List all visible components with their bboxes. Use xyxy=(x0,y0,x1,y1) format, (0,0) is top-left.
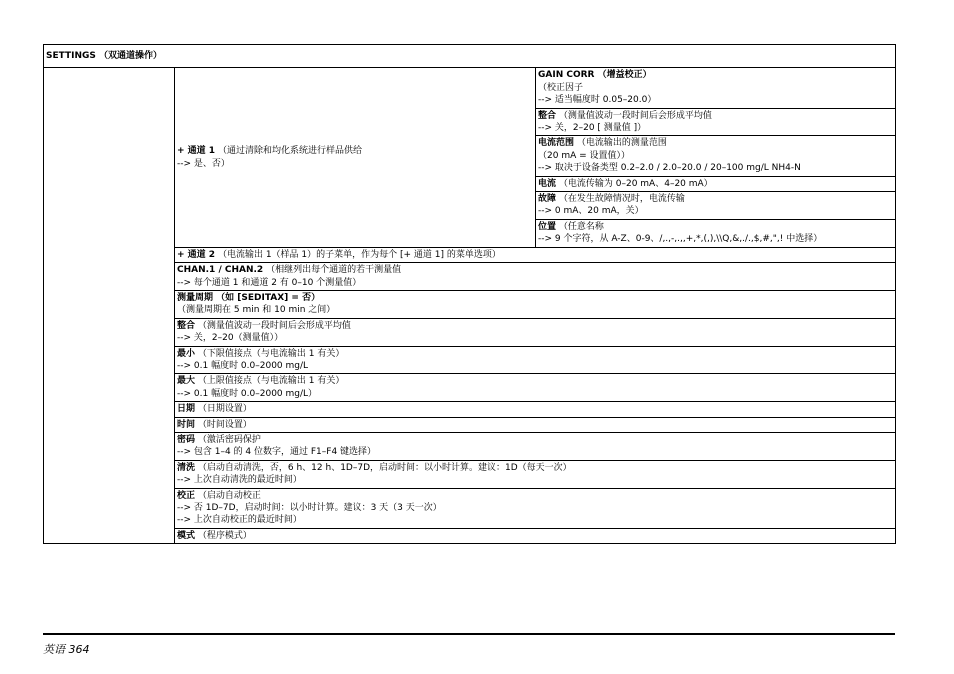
menu-item-detail-line: --> 适当幅度时 0.05–20.0） xyxy=(538,95,657,106)
menu-item-cell xyxy=(536,108,896,136)
footer-page-label: 英语 364 xyxy=(43,643,90,656)
menu-item-desc: （上限值接点（与电流输出 1 有关） xyxy=(197,376,345,387)
channel1-row xyxy=(44,68,896,108)
menu-item-detail-line: --> 每个通道 1 和通道 2 有 0–10 个测量值） xyxy=(177,277,362,288)
menu-item-first-line xyxy=(177,292,893,304)
menu-item-label: + 通道 2 xyxy=(177,249,216,260)
menu-item-detail-line: --> 上次自动校正的最近时间） xyxy=(177,515,302,526)
table-header-row xyxy=(44,45,896,68)
menu-item-first-line xyxy=(177,462,893,474)
menu-item-cell xyxy=(175,432,896,460)
menu-item-cell xyxy=(175,488,896,528)
table-header-title: SETTINGS （双通道操作） xyxy=(46,51,162,61)
menu-item-cell xyxy=(175,263,896,291)
menu-item-detail-line: --> 0 mA、20 mA，关） xyxy=(538,206,644,217)
menu-item-detail-line: --> 关，2–20 [ 测量值 ]） xyxy=(538,123,647,134)
menu-item-label: 电流范围 xyxy=(538,138,575,149)
menu-item-label: 整合 xyxy=(177,320,196,331)
menu-item-cell xyxy=(175,290,896,318)
menu-item-cell xyxy=(536,192,896,220)
menu-item-label: 电流 xyxy=(538,178,557,189)
menu-item-cell xyxy=(175,402,896,417)
menu-item-desc: （电流输出的测量范围 xyxy=(576,138,667,149)
menu-item-desc: （下限值接点（与电流输出 1 有关） xyxy=(197,348,345,359)
menu-item-label: 故障 xyxy=(538,194,557,205)
menu-item-label: 校正 xyxy=(177,490,196,501)
menu-item-label: 测量周期 （如 [SEDITAX] = 否） xyxy=(177,292,321,303)
menu-item-desc: （启动自动清洗，否，6 h、12 h、1D–7D，启动时间：以小时计算。建议：1D（每天一次） xyxy=(197,462,572,473)
menu-item-cell xyxy=(175,318,896,346)
menu-item-desc: （测量值波动一段时间后会形成平均值 xyxy=(558,110,712,121)
menu-item-cell xyxy=(175,346,896,374)
menu-item-first-line xyxy=(538,193,893,205)
menu-item-desc: （启动自动校正 xyxy=(197,490,261,501)
menu-item-cell xyxy=(175,247,896,262)
menu-item-first-line xyxy=(538,137,893,149)
menu-item-cell xyxy=(175,528,896,543)
menu-item-first-line xyxy=(177,348,893,360)
menu-item-detail-line: --> 上次自动清洗的最近时间） xyxy=(177,475,302,486)
menu-item-detail-line: （校正因子 xyxy=(538,82,584,93)
menu-item-desc: （任意名称 xyxy=(558,221,604,232)
menu-item-cell xyxy=(175,417,896,432)
menu-item-detail-line: （20 mA = 设置值）） xyxy=(538,150,630,161)
menu-item-first-line xyxy=(538,110,893,122)
menu-item-cell xyxy=(536,68,896,108)
table-header-cell xyxy=(44,45,896,68)
menu-item-label: 密码 xyxy=(177,434,196,445)
channel1-label: + 通道 1 xyxy=(177,146,216,157)
menu-item-detail-line: --> 取决于设备类型 0.2–2.0 / 2.0–20.0 / 20–100 mg/L NH4-N xyxy=(538,163,801,174)
menu-item-desc: （日期设置） xyxy=(197,404,252,415)
footer-rule xyxy=(43,633,895,635)
menu-item-first-line xyxy=(177,434,893,446)
menu-item-label: 清洗 xyxy=(177,462,196,473)
menu-item-desc: （电流传输为 0–20 mA、4–20 mA） xyxy=(558,178,713,189)
menu-item-first-line xyxy=(177,419,893,431)
menu-item-desc: （激活密码保护 xyxy=(197,434,261,445)
menu-item-detail-line: （测量周期在 5 min 和 10 min 之间） xyxy=(177,305,336,316)
menu-item-label: CHAN.1 / CHAN.2 xyxy=(177,265,264,276)
menu-item-desc: （程序模式） xyxy=(197,530,252,541)
menu-item-label: 模式 xyxy=(177,530,196,541)
menu-item-cell xyxy=(536,219,896,247)
menu-item-label: 位置 xyxy=(538,221,557,232)
menu-item-label: 日期 xyxy=(177,404,196,415)
menu-item-cell xyxy=(536,176,896,191)
menu-item-desc: （相继列出每个通道的若干测量值 xyxy=(266,265,402,276)
menu-item-cell xyxy=(175,460,896,488)
channel1-line1 xyxy=(177,145,533,157)
menu-item-desc: （时间设置） xyxy=(197,419,252,430)
menu-item-label: 整合 xyxy=(538,110,557,121)
menu-item-label: 最小 xyxy=(177,348,196,359)
menu-item-first-line xyxy=(177,249,893,261)
settings-table xyxy=(43,44,896,544)
menu-item-first-line xyxy=(177,530,893,542)
menu-item-first-line xyxy=(538,69,893,81)
menu-item-detail-line: --> 关，2–20（测量值）） xyxy=(177,333,284,344)
menu-item-detail-line: --> 0.1 幅度时 0.0–2000 mg/L xyxy=(177,360,309,371)
menu-item-first-line xyxy=(177,375,893,387)
menu-item-detail-line: --> 0.1 幅度时 0.0–2000 mg/L） xyxy=(177,388,318,399)
menu-item-desc: （测量值波动一段时间后会形成平均值 xyxy=(197,320,351,331)
menu-item-first-line xyxy=(177,403,893,415)
menu-item-first-line xyxy=(177,320,893,332)
menu-item-desc: （电流输出 1（样品 1）的子菜单，作为每个 [+ 通道 1] 的菜单选项） xyxy=(217,249,501,260)
menu-item-detail-line: --> 否 1D–7D，启动时间：以小时计算。建议：3 天（3 天一次） xyxy=(177,503,442,513)
menu-item-first-line xyxy=(538,221,893,233)
channel1-cell xyxy=(175,68,536,247)
menu-item-label: 最大 xyxy=(177,376,196,387)
menu-item-first-line xyxy=(538,178,893,190)
menu-item-detail-line: --> 包含 1–4 的 4 位数字，通过 F1–F4 键选择） xyxy=(177,447,377,458)
menu-item-first-line xyxy=(177,264,893,276)
menu-item-label: GAIN CORR （增益校正） xyxy=(538,70,652,81)
channel1-desc: （通过清除和均化系统进行样品供给 xyxy=(217,146,362,157)
channel1-line2: --> 是、否） xyxy=(177,158,230,169)
menu-item-desc: （在发生故障情况时，电流传输 xyxy=(558,194,685,205)
menu-item-label: 时间 xyxy=(177,419,196,430)
menu-item-detail-line: --> 9 个字符，从 A-Z、0-9、/,.,-,.,,+,*,(,),\\Q,&,./.,$,#,",! 中选择） xyxy=(538,234,823,245)
menu-item-cell xyxy=(175,374,896,402)
menu-item-cell xyxy=(536,136,896,176)
menu-item-first-line xyxy=(177,490,893,502)
left-blank-cell xyxy=(44,68,175,544)
